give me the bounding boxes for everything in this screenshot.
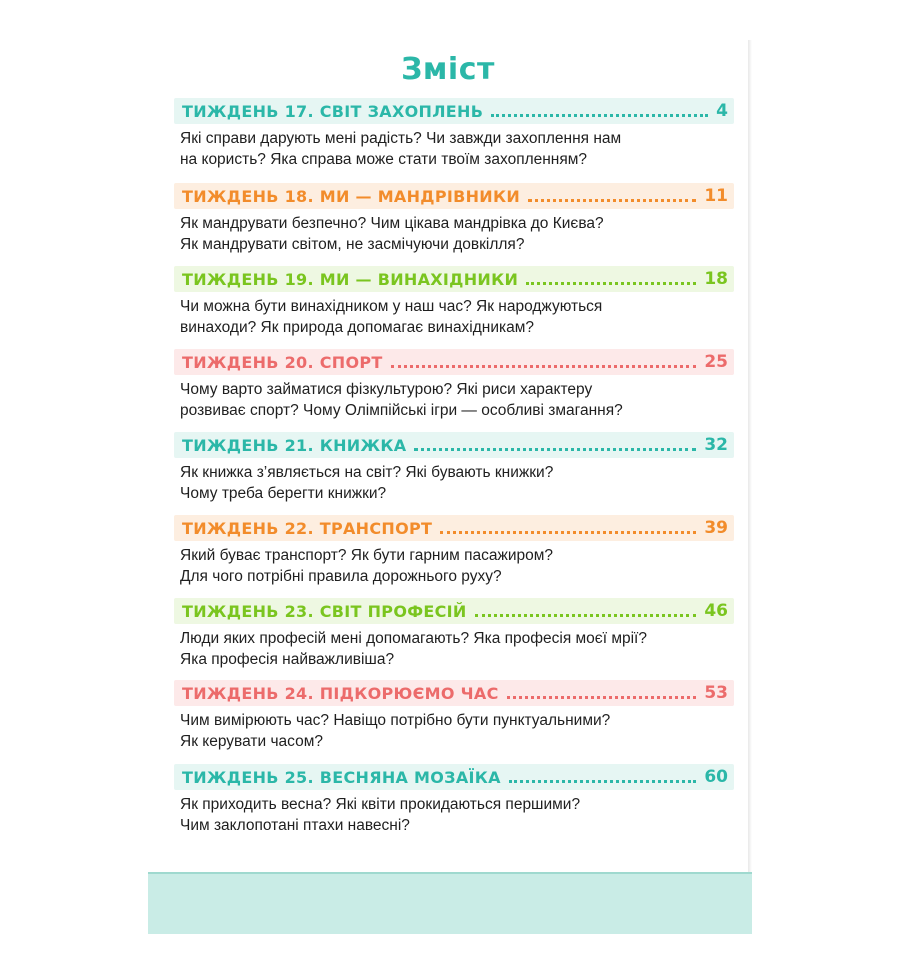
dot-leader xyxy=(440,531,696,534)
week-title: ТИЖДЕНЬ 17. СВІТ ЗАХОПЛЕНЬ xyxy=(182,101,484,121)
toc-questions xyxy=(180,213,734,255)
question-line: Як приходить весна? Які квіти прокидаються першими? xyxy=(180,796,581,813)
page-number: 46 xyxy=(704,601,728,621)
week-title: ТИЖДЕНЬ 23. СВІТ ПРОФЕСІЙ xyxy=(182,601,467,621)
page-edge xyxy=(748,40,752,890)
question-line: Чому треба берегти книжки? xyxy=(180,485,387,502)
toc-questions xyxy=(180,710,734,752)
toc-heading[interactable] xyxy=(174,266,734,292)
question-line: Чи можна бути винахідником у наш час? Як народжуються xyxy=(180,298,603,315)
dot-leader xyxy=(528,199,696,202)
page-number: 25 xyxy=(704,352,728,372)
toc-heading[interactable] xyxy=(174,680,734,706)
question-line: Які справи дарують мені радість? Чи завжди захоплення нам xyxy=(180,130,622,147)
question-line: Як керувати часом? xyxy=(180,733,323,750)
toc-entry[interactable] xyxy=(174,680,734,752)
page-number: 18 xyxy=(704,269,728,289)
question-line: Чим заклопотані птахи навесні? xyxy=(180,817,410,834)
dot-leader xyxy=(507,696,697,699)
toc-heading[interactable] xyxy=(174,764,734,790)
dot-leader xyxy=(509,780,696,783)
question-line: Як мандрувати безпечно? Чим цікава мандрівка до Києва? xyxy=(180,215,604,232)
question-line: Як мандрувати світом, не засмічуючи довкілля? xyxy=(180,236,525,253)
page-title: Зміст xyxy=(401,52,495,87)
toc-entry[interactable] xyxy=(174,432,734,504)
dot-leader xyxy=(391,365,697,368)
dot-leader xyxy=(526,282,696,285)
toc-entry[interactable] xyxy=(174,266,734,338)
page-number: 32 xyxy=(704,435,728,455)
week-title: ТИЖДЕНЬ 18. МИ — МАНДРІВНИКИ xyxy=(182,186,521,206)
week-title: ТИЖДЕНЬ 24. ПІДКОРЮЄМО ЧАС xyxy=(182,683,499,703)
question-line: Як книжка з’являється на світ? Які бувають книжки? xyxy=(180,464,554,481)
book-page xyxy=(148,38,748,938)
question-line: Яка професія найважливіша? xyxy=(180,651,395,668)
week-title: ТИЖДЕНЬ 20. СПОРТ xyxy=(182,352,383,372)
toc-questions xyxy=(180,794,734,836)
week-title: ТИЖДЕНЬ 21. КНИЖКА xyxy=(182,435,407,455)
toc-entry[interactable] xyxy=(174,764,734,836)
toc-entry[interactable] xyxy=(174,98,734,170)
page-number: 53 xyxy=(704,683,728,703)
toc-heading[interactable] xyxy=(174,98,734,124)
toc-heading[interactable] xyxy=(174,515,734,541)
question-line: розвиває спорт? Чому Олімпійські ігри — особливі змагання? xyxy=(180,402,623,419)
toc-questions xyxy=(180,628,734,670)
page-number: 4 xyxy=(716,101,728,121)
footer-band xyxy=(148,872,752,934)
toc-questions xyxy=(180,462,734,504)
page-number: 39 xyxy=(704,518,728,538)
toc-entry[interactable] xyxy=(174,349,734,421)
question-line: Який буває транспорт? Як бути гарним пасажиром? xyxy=(180,547,554,564)
question-line: винаходи? Як природа допомагає винахідникам? xyxy=(180,319,535,336)
toc-entry[interactable] xyxy=(174,598,734,670)
week-title: ТИЖДЕНЬ 19. МИ — ВИНАХІДНИКИ xyxy=(182,269,519,289)
toc-questions xyxy=(180,296,734,338)
toc-questions xyxy=(180,545,734,587)
toc-heading[interactable] xyxy=(174,349,734,375)
question-line: на користь? Яка справа може стати твоїм захопленням? xyxy=(180,151,588,168)
toc-entry[interactable] xyxy=(174,183,734,255)
dot-leader xyxy=(414,448,696,451)
page-number: 60 xyxy=(704,767,728,787)
toc-questions xyxy=(180,379,734,421)
dot-leader xyxy=(491,114,708,117)
toc-entry[interactable] xyxy=(174,515,734,587)
toc-heading[interactable] xyxy=(174,183,734,209)
toc-questions xyxy=(180,128,734,170)
week-title: ТИЖДЕНЬ 25. ВЕСНЯНА МОЗАЇКА xyxy=(182,767,501,787)
toc-heading[interactable] xyxy=(174,432,734,458)
toc-heading[interactable] xyxy=(174,598,734,624)
question-line: Чим вимірюють час? Навіщо потрібно бути пунктуальними? xyxy=(180,712,611,729)
question-line: Чому варто займатися фізкультурою? Які риси характеру xyxy=(180,381,593,398)
week-title: ТИЖДЕНЬ 22. ТРАНСПОРТ xyxy=(182,518,433,538)
question-line: Люди яких професій мені допомагають? Яка професія моєї мрії? xyxy=(180,630,647,647)
page-number: 11 xyxy=(704,186,728,206)
dot-leader xyxy=(475,614,697,617)
question-line: Для чого потрібні правила дорожнього руху? xyxy=(180,568,502,585)
